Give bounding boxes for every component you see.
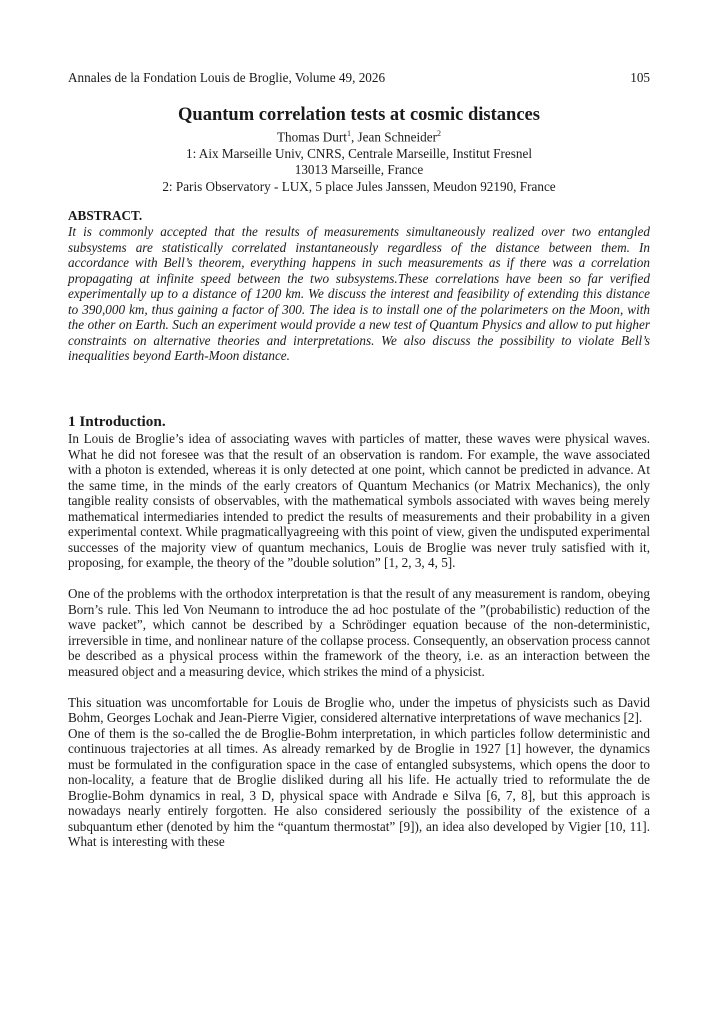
- affiliation-marker: 1: [346, 129, 351, 138]
- affiliation-marker: 2: [437, 129, 442, 138]
- section-heading: 1 Introduction.: [68, 413, 166, 430]
- title-block: [68, 104, 650, 195]
- body-paragraph: In Louis de Broglie’s idea of associating waves with particles of matter, these waves were physical waves. What he did not foresee was that the result of an observation is random. For example, the wave associated with a photon is extended, whereas it is only detected at one point, which cannot be predicted in advance. At the same time, in the minds of the early creators of Quantum Mechanics (or Matrix Mechanics), the only tangible reality consists of observables, with the mathematical symbols associated with waves being merely mathematical intermediaries intended to predict the results of measurements and their probability in a given experimental context. While pragmaticallyagreeing with this point of view, given the undisputed experimental successes of the majority view of quantum mechanics, Louis de Broglie was never truly satisfied with it, proposing, for example, the theory of the ”double solution” [1, 2, 3, 4, 5].: [68, 431, 650, 570]
- paper-title: Quantum correlation tests at cosmic distances: [178, 105, 540, 125]
- page-number: 105: [630, 70, 650, 85]
- abstract-heading: ABSTRACT.: [68, 208, 143, 223]
- author-name: Thomas Durt: [276, 129, 347, 145]
- affiliation-line: 1: Aix Marseille Univ, CNRS, Centrale Marseille, Institut Fresnel: [185, 145, 532, 161]
- author-separator: ,: [350, 129, 358, 145]
- body-paragraph: One of the problems with the orthodox interpretation is that the result of any measurement is random, obeying Born’s rule. This led Von Neumann to introduce the ad hoc postulate of the ”(probabilistic) reduction of the wave packet”, which cannot be described by a Schrödinger equation because of the non-deterministic, irreversible in time, and nonlinear nature of the collapse process. Consequently, an observation process cannot be described as a physical process within the framework of the theory, i.e. as an interaction between the measured object and a measuring device, which strikes the mind of a physicist.: [68, 586, 650, 679]
- affiliation-line: 13013 Marseille, France: [294, 162, 424, 178]
- paragraph-gap: [68, 571, 650, 587]
- introduction-section: [68, 413, 650, 850]
- body-paragraph: This situation was uncomfortable for Louis de Broglie who, under the impetus of physicists such as David Bohm, Georges Lochak and Jean-Pierre Vigier, considered alternative interpretations of wave mechanics [2].: [68, 694, 650, 725]
- paragraph-gap: [68, 679, 650, 695]
- abstract-text: It is commonly accepted that the results of measurements simultaneously realized over two entangled subsystems are statistically correlated instantaneously regardless of the distance between them. In accordance with Bell’s theorem, everything happens in such measurements as if there was a correlation propagating at infinite speed between the two subsystems.These correlations have been so far verified experimentally up to a distance of 1200 km. We discuss the interest and feasibility of extending this distance to 390,000 km, thus gaining a factor of 300. The idea is to install one of the polarimeters on the Moon, with the other on Earth. Such an experiment would provide a new test of Quantum Physics and allow to put higher constraints on alternative theories and interpretations. We also discuss the possibility to violate Bell’s inequalities beyond Earth-Moon distance.: [68, 224, 650, 364]
- body-paragraph: One of them is the so-called the de Broglie-Bohm interpretation, in which particles follow deterministic and continuous trajectories at all times. As already remarked by de Broglie in 1927 [1] however, the dynamics must be formulated in the configuration space in the case of entangled subsystems, which opens the door to non-locality, a feature that de Broglie disliked during all his life. He actually tried to reformulate the de Broglie-Bohm dynamics in real, 3 D, physical space with Andrade e Silva [6, 7, 8], but this approach is nowadays nearly entirely forgotten. He also considered seriously the possibility of the existence of a subquantum ether (denoted by him the “quantum thermostat” [9]), an idea also developed by Vigier [10, 11]. What is interesting with these: [68, 725, 650, 849]
- author-name: Jean Schneider: [357, 129, 438, 145]
- author-list: [68, 126, 650, 146]
- journal-citation: Annales de la Fondation Louis de Broglie, Volume 49, 2026: [68, 70, 386, 85]
- abstract-section: [68, 208, 650, 364]
- running-header: [68, 70, 650, 86]
- affiliation-line: 2: Paris Observatory - LUX, 5 place Jules Janssen, Meudon 92190, France: [162, 178, 556, 194]
